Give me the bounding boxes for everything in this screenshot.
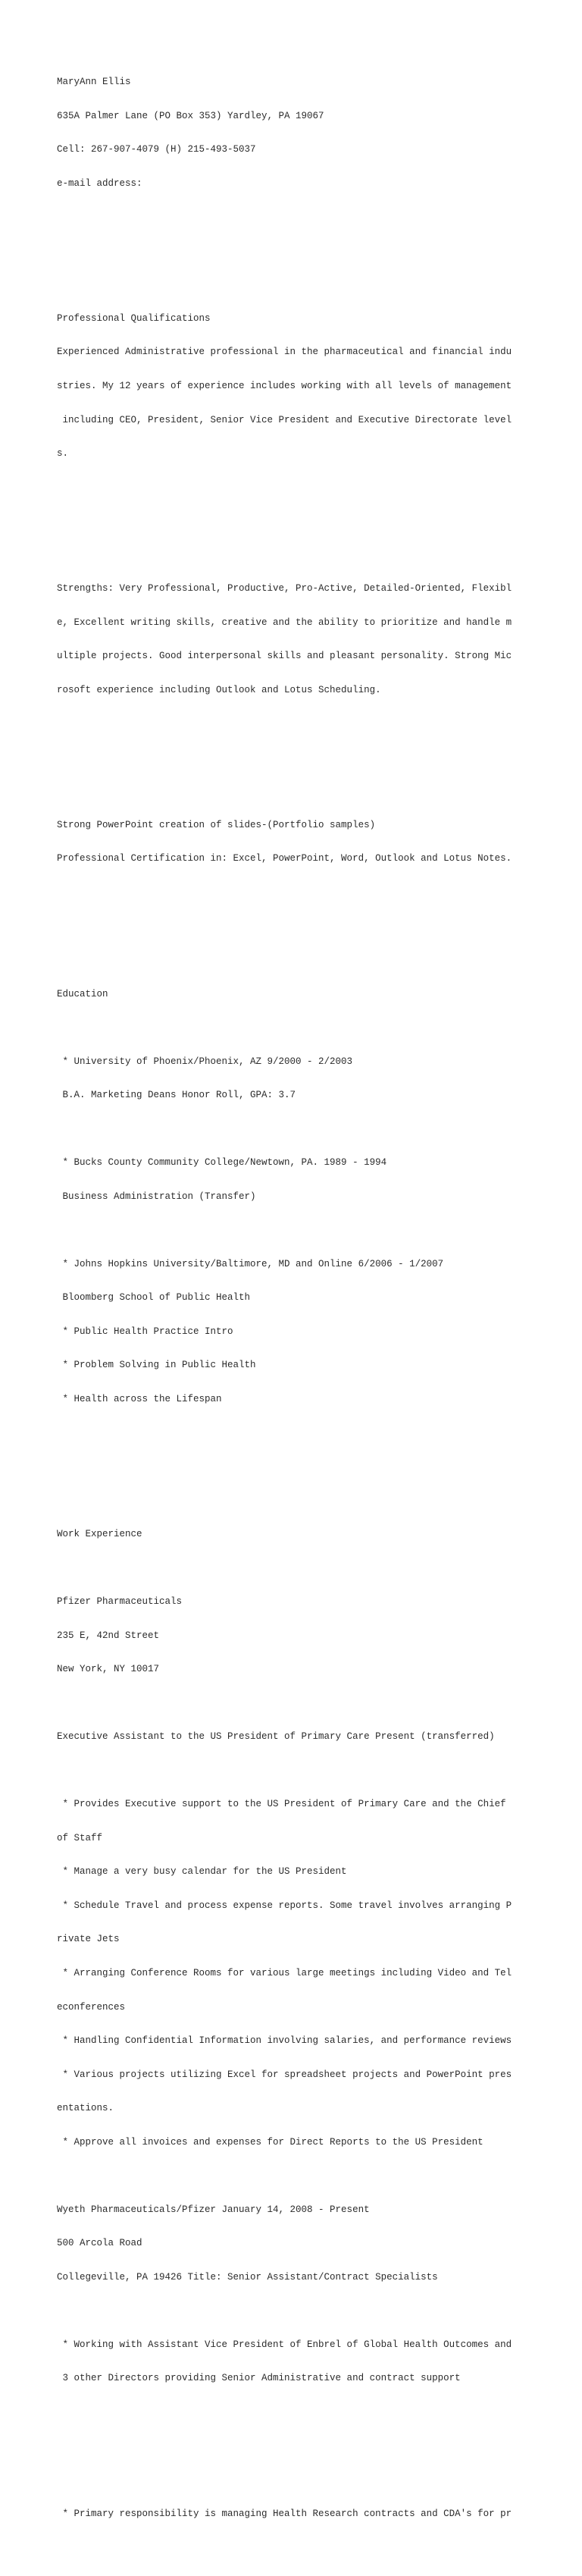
certification-section xyxy=(57,797,542,887)
duty-line: * Working with Assistant Vice President of Enbrel of Global Health Outcomes and xyxy=(57,2339,512,2350)
strengths-line: Strengths: Very Professional, Productive, Pro-Active, Detailed-Oriented, Flexibl xyxy=(57,583,512,595)
education-section xyxy=(57,966,542,1428)
education-entry-line: * University of Phoenix/Phoenix, AZ 9/2000 - 2/2003 xyxy=(57,1056,353,1067)
section-heading: Professional Qualifications xyxy=(57,312,211,324)
qualifications-line: including CEO, President, Senior Vice President and Executive Directorate level xyxy=(57,414,512,425)
job-title: Executive Assistant to the US President of Primary Care Present (transferred) xyxy=(57,1731,495,1743)
spacer xyxy=(57,1698,542,1709)
duty-line: * Arranging Conference Rooms for various large meetings including Video and Tel xyxy=(57,1967,512,1978)
duty-line: * Approve all invoices and expenses for Direct Reports to the US President xyxy=(57,2136,483,2148)
spacer xyxy=(57,921,542,933)
employer-line: Pfizer Pharmaceuticals xyxy=(57,1596,183,1608)
education-entry-line: Business Administration (Transfer) xyxy=(57,1191,256,1202)
spacer xyxy=(57,2305,542,2317)
spacer xyxy=(57,1225,542,1236)
spacer xyxy=(57,1022,542,1034)
employer-line: Collegeville, PA 19426 Title: Senior Assistant/Contract Specialists xyxy=(57,2271,438,2283)
duty-line: * Schedule Travel and process expense reports. Some travel involves arranging P xyxy=(57,1900,512,1911)
section-heading: Education xyxy=(57,988,108,999)
contact-email: e-mail address: xyxy=(57,177,142,189)
duty-line: * Manage a very busy calendar for the US President xyxy=(57,1866,347,1878)
duty-line: * Handling Confidential Information involving salaries, and performance reviews xyxy=(57,2035,512,2047)
strengths-line: e, Excellent writing skills, creative and the ability to prioritize and handle m xyxy=(57,617,512,628)
education-entry-line: Bloomberg School of Public Health xyxy=(57,1292,251,1304)
qualifications-line: stries. My 12 years of experience includes working with all levels of management xyxy=(57,381,512,391)
certification-line: Professional Certification in: Excel, PowerPoint, Word, Outlook and Lotus Notes. xyxy=(57,853,512,864)
education-entry-line: B.A. Marketing Deans Honor Roll, GPA: 3.7 xyxy=(57,1090,296,1101)
education-entry-line: * Public Health Practice Intro xyxy=(57,1326,233,1337)
qualifications-line: Experienced Administrative professional in the pharmaceutical and financial indu xyxy=(57,347,512,358)
strengths-line: ultiple projects. Good interpersonal skills and pleasant personality. Strong Mic xyxy=(57,651,512,662)
education-entry-line: * Problem Solving in Public Health xyxy=(57,1360,256,1371)
contact-block xyxy=(57,55,542,212)
duty-line: econferences xyxy=(57,2001,126,2013)
spacer xyxy=(57,752,542,764)
contact-address: 635A Palmer Lane (PO Box 353) Yardley, PA 19067 xyxy=(57,110,324,121)
page-gap xyxy=(57,2407,542,2486)
spacer xyxy=(57,1124,542,1135)
contact-phones: Cell: 267-907-4079 (H) 215-493-5037 xyxy=(57,144,256,155)
certification-line: Strong PowerPoint creation of slides-(Portfolio samples) xyxy=(57,819,376,830)
spacer xyxy=(57,246,542,257)
spacer xyxy=(57,2170,542,2182)
duty-line: 3 other Directors providing Senior Administrative and contract support xyxy=(57,2373,461,2384)
duty-line: * Primary responsibility is managing Health Research contracts and CDA's for pr xyxy=(57,2508,512,2519)
qualifications-section xyxy=(57,290,542,482)
spacer xyxy=(57,516,542,527)
employer-line: 235 E, 42nd Street xyxy=(57,1630,160,1641)
spacer xyxy=(57,1461,542,1473)
work-section xyxy=(57,1506,542,2542)
employer-line: 500 Arcola Road xyxy=(57,2238,142,2249)
duty-line: of Staff xyxy=(57,1832,103,1843)
duty-line: rivate Jets xyxy=(57,1934,120,1945)
strengths-section xyxy=(57,561,542,719)
resume-document xyxy=(57,20,542,2576)
strengths-line: rosoft experience including Outlook and Lotus Scheduling. xyxy=(57,684,381,695)
qualifications-line: s. xyxy=(57,448,69,460)
spacer xyxy=(57,1563,542,1574)
contact-name: MaryAnn Ellis xyxy=(57,77,131,88)
education-entry-line: * Johns Hopkins University/Baltimore, MD and Online 6/2006 - 1/2007 xyxy=(57,1258,444,1269)
duty-line: * Various projects utilizing Excel for spreadsheet projects and PowerPoint pres xyxy=(57,2069,512,2080)
spacer xyxy=(57,1765,542,1777)
section-heading: Work Experience xyxy=(57,1529,142,1540)
education-entry-line: * Health across the Lifespan xyxy=(57,1393,222,1404)
duty-line: * Provides Executive support to the US President of Primary Care and the Chief xyxy=(57,1799,506,1810)
employer-line: New York, NY 10017 xyxy=(57,1664,160,1675)
duty-line: entations. xyxy=(57,2103,114,2114)
employer-line: Wyeth Pharmaceuticals/Pfizer January 14, 2008 - Present xyxy=(57,2204,370,2215)
education-entry-line: * Bucks County Community College/Newtown, PA. 1989 - 1994 xyxy=(57,1157,387,1169)
